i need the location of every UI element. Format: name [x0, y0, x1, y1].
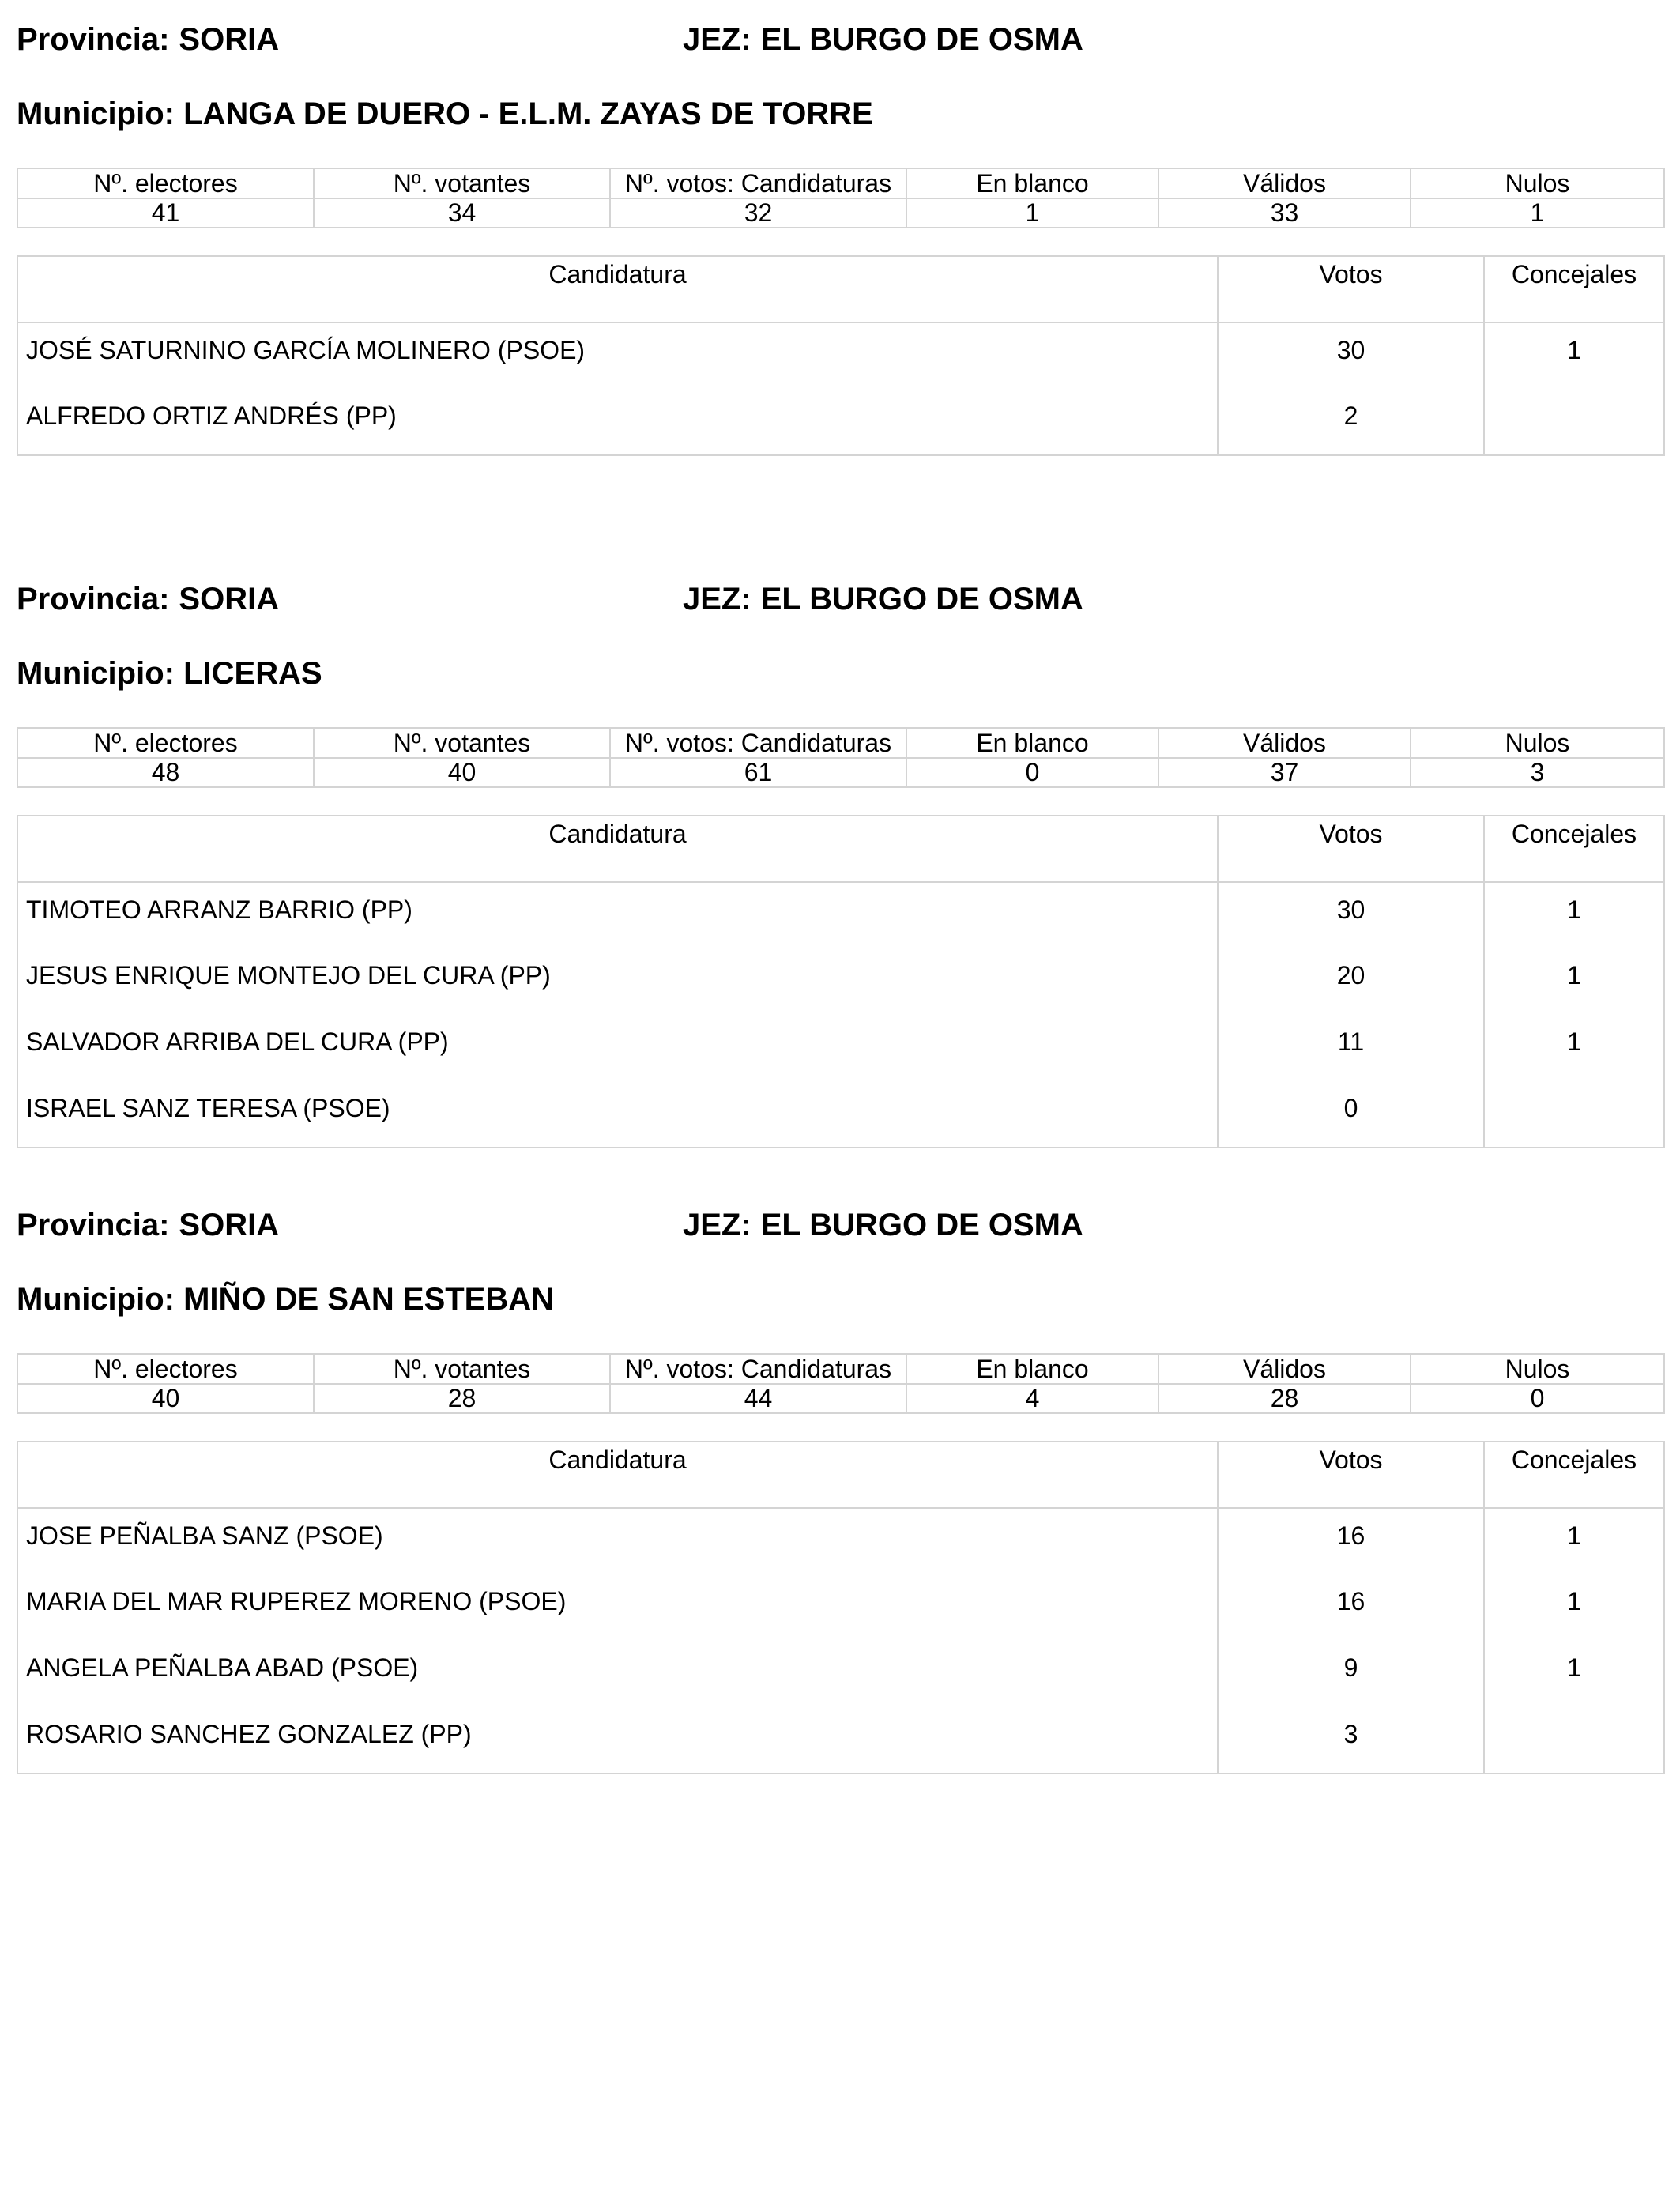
jez-header: JEZ: EL BURGO DE OSMA [683, 582, 1083, 616]
candidate-votos: 0 [1218, 1081, 1484, 1148]
concejales-header: Concejales [1484, 256, 1664, 322]
concejales-header: Concejales [1484, 1442, 1664, 1508]
stats-table [17, 727, 1665, 788]
stats-header: En blanco [906, 1354, 1158, 1384]
municipio-value: LANGA DE DUERO - E.L.M. ZAYAS DE TORRE [183, 96, 873, 131]
provincia-header: Provincia: SORIA [17, 1208, 280, 1242]
stats-header-row [17, 1354, 1664, 1384]
stats-value: 40 [17, 1384, 314, 1413]
stats-value: 4 [906, 1384, 1158, 1413]
municipio-header: Municipio: LICERAS [17, 656, 322, 691]
stats-value-row [17, 1384, 1664, 1413]
stats-header: Nº. votos: Candidaturas [610, 1354, 906, 1384]
candidate-name: JOSE PEÑALBA SANZ (PSOE) [17, 1508, 1218, 1574]
votos-header: Votos [1218, 816, 1484, 882]
stats-header: Nº. votantes [314, 1354, 610, 1384]
provincia-value: SORIA [179, 1208, 280, 1242]
candidates-table [17, 815, 1665, 1148]
candidates-header-row [17, 256, 1664, 322]
candidate-row [17, 882, 1664, 948]
municipio-value: MIÑO DE SAN ESTEBAN [183, 1282, 555, 1317]
candidates-header-row [17, 1442, 1664, 1508]
candidate-name: ROSARIO SANCHEZ GONZALEZ (PP) [17, 1707, 1218, 1774]
stats-value: 44 [610, 1384, 906, 1413]
candidate-concejales: 1 [1484, 948, 1664, 1015]
candidate-votos: 30 [1218, 882, 1484, 948]
stats-header: Nº. votantes [314, 728, 610, 758]
stats-value: 34 [314, 198, 610, 228]
candidate-votos: 11 [1218, 1015, 1484, 1081]
stats-value: 0 [906, 758, 1158, 787]
jez-value: EL BURGO DE OSMA [760, 1208, 1083, 1242]
candidate-votos: 16 [1218, 1574, 1484, 1641]
candidate-votos: 30 [1218, 322, 1484, 389]
stats-value: 41 [17, 198, 314, 228]
candidate-name: JOSÉ SATURNINO GARCÍA MOLINERO (PSOE) [17, 322, 1218, 389]
stats-table [17, 168, 1665, 228]
stats-value: 32 [610, 198, 906, 228]
stats-value: 28 [314, 1384, 610, 1413]
votos-header: Votos [1218, 256, 1484, 322]
stats-header: Nº. votos: Candidaturas [610, 168, 906, 198]
candidates-table [17, 255, 1665, 456]
stats-header: Nulos [1411, 168, 1664, 198]
candidate-concejales: 1 [1484, 1574, 1664, 1641]
provincia-value: SORIA [179, 582, 280, 616]
stats-value: 28 [1158, 1384, 1411, 1413]
stats-header: Nº. votos: Candidaturas [610, 728, 906, 758]
candidates-header-row [17, 816, 1664, 882]
candidate-concejales: 1 [1484, 1015, 1664, 1081]
stats-header: Válidos [1158, 728, 1411, 758]
provincia-header: Provincia: SORIA [17, 22, 280, 57]
candidate-row [17, 1015, 1664, 1081]
stats-value: 0 [1411, 1384, 1664, 1413]
candidate-concejales [1484, 1081, 1664, 1148]
stats-header: Válidos [1158, 168, 1411, 198]
stats-header: Nº. votantes [314, 168, 610, 198]
jez-value: EL BURGO DE OSMA [760, 582, 1083, 616]
candidatura-header: Candidatura [17, 256, 1218, 322]
candidate-name: MARIA DEL MAR RUPEREZ MORENO (PSOE) [17, 1574, 1218, 1641]
stats-value-row [17, 198, 1664, 228]
candidate-votos: 16 [1218, 1508, 1484, 1574]
jez-header: JEZ: EL BURGO DE OSMA [683, 1208, 1083, 1242]
candidate-concejales: 1 [1484, 1508, 1664, 1574]
stats-header: En blanco [906, 168, 1158, 198]
concejales-header: Concejales [1484, 816, 1664, 882]
stats-value: 61 [610, 758, 906, 787]
stats-table [17, 1353, 1665, 1414]
stats-value: 1 [1411, 198, 1664, 228]
stats-header: Válidos [1158, 1354, 1411, 1384]
candidate-concejales [1484, 389, 1664, 455]
stats-value: 48 [17, 758, 314, 787]
municipio-header: Municipio: MIÑO DE SAN ESTEBAN [17, 1282, 555, 1317]
candidate-row [17, 322, 1664, 389]
candidate-votos: 2 [1218, 389, 1484, 455]
provincia-value: SORIA [179, 22, 280, 57]
candidate-concejales [1484, 1707, 1664, 1774]
candidate-concejales: 1 [1484, 322, 1664, 389]
stats-header: Nº. electores [17, 728, 314, 758]
candidate-name: ALFREDO ORTIZ ANDRÉS (PP) [17, 389, 1218, 455]
stats-header-row [17, 728, 1664, 758]
candidate-row [17, 389, 1664, 455]
candidate-name: ISRAEL SANZ TERESA (PSOE) [17, 1081, 1218, 1148]
votos-header: Votos [1218, 1442, 1484, 1508]
jez-header: JEZ: EL BURGO DE OSMA [683, 22, 1083, 57]
stats-value-row [17, 758, 1664, 787]
provincia-header: Provincia: SORIA [17, 582, 280, 616]
candidate-votos: 20 [1218, 948, 1484, 1015]
candidate-row [17, 1081, 1664, 1148]
candidate-row [17, 1641, 1664, 1707]
candidate-row [17, 948, 1664, 1015]
stats-value: 40 [314, 758, 610, 787]
stats-header: Nº. electores [17, 168, 314, 198]
candidate-row [17, 1707, 1664, 1774]
stats-value: 3 [1411, 758, 1664, 787]
stats-header: Nº. electores [17, 1354, 314, 1384]
stats-header: Nulos [1411, 1354, 1664, 1384]
stats-value: 37 [1158, 758, 1411, 787]
candidate-name: JESUS ENRIQUE MONTEJO DEL CURA (PP) [17, 948, 1218, 1015]
stats-header: Nulos [1411, 728, 1664, 758]
candidate-concejales: 1 [1484, 882, 1664, 948]
candidatura-header: Candidatura [17, 816, 1218, 882]
candidate-name: ANGELA PEÑALBA ABAD (PSOE) [17, 1641, 1218, 1707]
municipio-header: Municipio: LANGA DE DUERO - E.L.M. ZAYAS DE TORRE [17, 96, 873, 131]
candidate-votos: 3 [1218, 1707, 1484, 1774]
candidate-name: SALVADOR ARRIBA DEL CURA (PP) [17, 1015, 1218, 1081]
candidate-row [17, 1574, 1664, 1641]
municipio-value: LICERAS [183, 656, 322, 691]
candidates-table [17, 1441, 1665, 1774]
candidate-row [17, 1508, 1664, 1574]
stats-value: 33 [1158, 198, 1411, 228]
stats-value: 1 [906, 198, 1158, 228]
candidate-name: TIMOTEO ARRANZ BARRIO (PP) [17, 882, 1218, 948]
candidate-votos: 9 [1218, 1641, 1484, 1707]
candidate-concejales: 1 [1484, 1641, 1664, 1707]
candidatura-header: Candidatura [17, 1442, 1218, 1508]
stats-header: En blanco [906, 728, 1158, 758]
stats-header-row [17, 168, 1664, 198]
jez-value: EL BURGO DE OSMA [760, 22, 1083, 57]
